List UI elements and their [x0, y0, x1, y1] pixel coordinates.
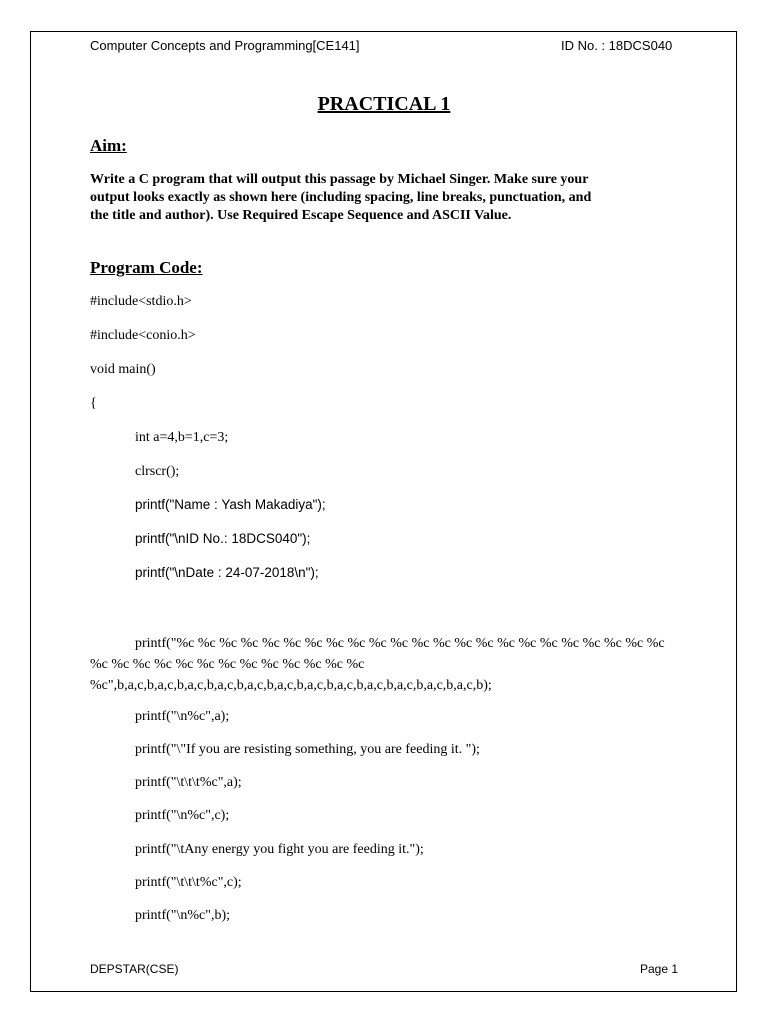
page-title: PRACTICAL 1 [317, 93, 451, 115]
code-line: printf("\tAny energy you fight you are feeding it."); [135, 842, 424, 857]
code-line: printf("\n%c",a); [135, 709, 230, 724]
footer-page-number: Page 1 [640, 962, 679, 976]
program-code-heading: Program Code: [90, 258, 203, 277]
code-line: printf("\t\t\t%c",a); [135, 775, 242, 790]
code-line: printf("\n%c",c); [135, 808, 230, 823]
code-line: printf("\nID No.: 18DCS040"); [135, 531, 311, 546]
code-line: #include<conio.h> [90, 328, 196, 343]
code-line: printf("Name : Yash Makadiya"); [135, 497, 326, 512]
code-line: { [90, 396, 97, 411]
code-line-wrapped: printf("%c %c %c %c %c %c %c %c %c %c %c %c %c %c %c %c %c %c %c %c %c %c %c %c %c %c %c %c %c %c %c %c %c %c %c %c %c",b,a,c,b,a,c,b,a,c,b,a,c,b,a,c,b,a,c,b,a,c,b,a,c,b,a,c,b,a,c,b,a,c,b,a,c,b); [90, 636, 665, 693]
header-course: Computer Concepts and Programming[CE141] [90, 38, 360, 53]
code-line: #include<stdio.h> [90, 294, 192, 309]
header-id: ID No. : 18DCS040 [561, 38, 673, 53]
code-line: clrscr(); [135, 464, 180, 479]
code-line: printf("\n%c",b); [135, 908, 231, 923]
code-line: void main() [90, 362, 156, 377]
code-line: int a=4,b=1,c=3; [135, 430, 229, 445]
footer-department: DEPSTAR(CSE) [90, 962, 179, 976]
aim-text: Write a C program that will output this passage by Michael Singer. Make sure your output looks exactly as shown here (including spacing, line breaks, punctuation, and the title and author). Use Required Escape Sequence and ASCII Value. [90, 172, 592, 223]
code-line: printf("\nDate : 24-07-2018\n"); [135, 565, 319, 580]
code-line: printf("\t\t\t%c",c); [135, 875, 242, 890]
aim-heading: Aim: [90, 136, 127, 155]
code-line: printf("\"If you are resisting something, you are feeding it. "); [135, 742, 480, 757]
